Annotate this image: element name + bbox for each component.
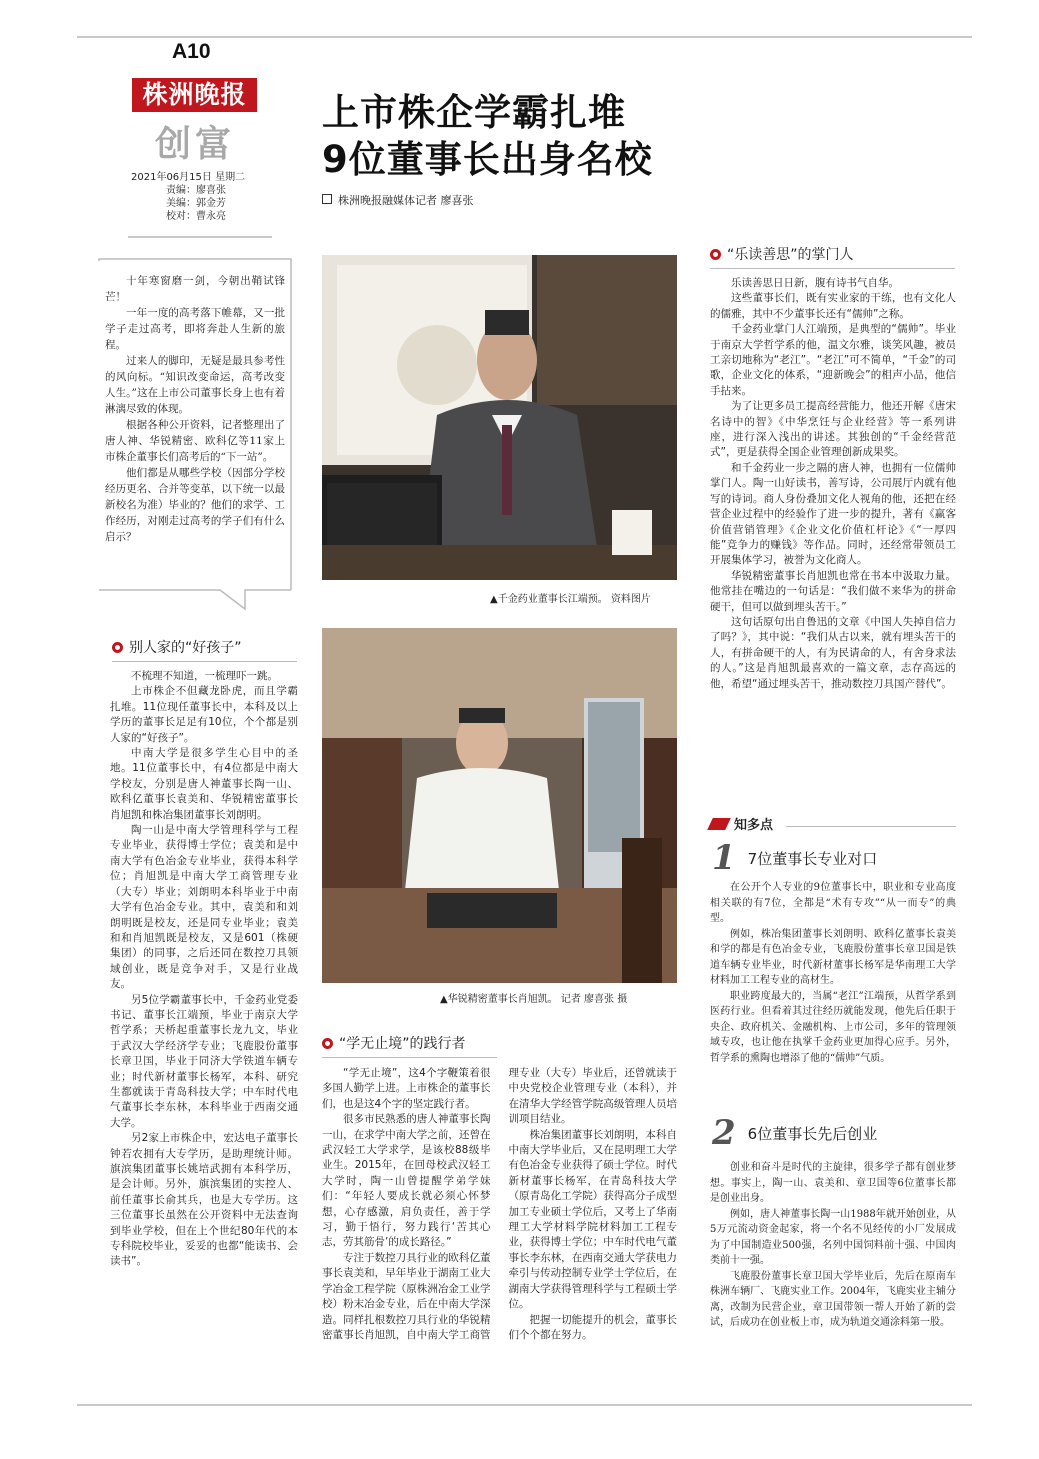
photo-chairman-jiang <box>322 255 677 580</box>
top-rule <box>77 36 972 38</box>
section2-divider <box>322 1057 497 1058</box>
date-line <box>131 171 271 223</box>
photo-illustration <box>322 628 677 983</box>
intro-paragraph: 一年一度的高考落下帷幕，又一批学子走过高考，即将奔赴人生新的旅程。 <box>105 307 285 351</box>
body-paragraph: 中南大学是很多学生心目中的圣地。11位董事长中，有4位都是中南大学校友，分别是唐人神董事长陶一山、欧科亿董事长袁美和、华锐精密董事长肖旭凯和株冶集团董事长刘朗明。 <box>110 747 298 821</box>
photo-chairman-xiao <box>322 628 677 983</box>
byline <box>322 192 474 208</box>
body-paragraph: 陶一山是中南大学管理科学与工程专业毕业，获得博士学位；袁美和是中南大学有色冶金专业毕业，获得本科学位；肖旭凯是中南大学工商管理专业（大专）毕业；刘朗明本科毕业于中南大学有色冶金专业。其中，袁美和和刘朗明既是校友，还是同专业毕业；袁美和和肖旭凯既是校友，又是601（株硬集团）的同事，之后还同在数控刀具领域创业，既是竞争对手，又是行业战友。 <box>110 824 298 991</box>
body-paragraph: 乐读善思日日新，腹有诗书气自华。 <box>731 277 899 289</box>
intro-text <box>105 273 285 545</box>
knowledge-paragraph: 飞鹿股份董事长章卫国大学毕业后，先后在原南车株洲车辆厂、飞鹿实业工作。2004年，飞鹿实业主辅分离，改制为民营企业，章卫国带领一帮人开始了新的尝试，后成功在创业板上市，成为轨道交通涂料第一股。 <box>710 1270 956 1328</box>
knowledge-item-1-body <box>710 880 956 1066</box>
body-paragraph: 千金药业掌门人江端预，是典型的“儒帅”。毕业于南京大学哲学系的他，温文尔雅，谈笑风趣，被员工亲切地称为“老江”。“老江”可不简单，“千金”的司歌，企业文化的体系，“迎新晚会”的相声小品，他信手拈来。 <box>710 323 956 397</box>
body-paragraph: 把握一切能提升的机会，董事长们个个都在努力。 <box>508 1313 677 1341</box>
body-paragraph: 很多市民熟悉的唐人神董事长陶一山，在求学中南大学之前，还曾在武汉轻工大学求学，是该校88级毕业生。2015年，在回母校武汉轻工大学时，陶一山曾提醒学弟学妹们：“年轻人要成长就必须心怀梦想，心存感激，肩负责任，善于学习，勤于悟行，努力践行‘苦其心志，劳其筋骨’的成长路径。” <box>322 1113 491 1249</box>
section3-heading <box>710 244 854 264</box>
knowledge-number-1: 1 <box>712 838 736 878</box>
body-paragraph: 专注于数控刀具行业的欧科亿董事长袁美和，早年毕业于湖南工业大学冶金工程学院（原株洲冶金工业学校）粉末冶金专业，后在中南大学深造。同样扎根数控刀具行业的华锐精密董事长肖旭凯，自中南大学工商管理专业（大专）毕业后，还曾就读于中央党校企业管理专业（本科），并在清华大学经管学院高级管理人员培训项目结业。 <box>322 1067 677 1341</box>
knowledge-number-2: 2 <box>712 1113 736 1153</box>
section1-heading <box>112 637 242 657</box>
photo1-caption: ▲千金药业董事长江端预。 资料图片 <box>490 594 651 605</box>
body-paragraph: 和千金药业一步之隔的唐人神，也拥有一位儒帅掌门人。陶一山好读书，善写诗，公司展厅内就有他写的诗词。商人身份叠加文化人视角的他，还把在经营企业过程中的经验作了进一步的提升，著有《赢客价值营销管理》《企业文化价值杠杆论》《“一厚四能”竞争力的赚钱》等作品。同时，还经常带领员工开展集体学习，被誉为文化商人。 <box>710 461 956 567</box>
body-paragraph: 这些董事长们，既有实业家的干练，也有文化人的儒雅，其中不少董事长还有“儒帅”之称。 <box>710 292 956 320</box>
knowledge-paragraph: 职业跨度最大的，当属“老江”江端预，从哲学系到医药行业。但看着其过往经历就能发现，他先后任职于央企、政府机关、金融机构、上市公司，多年的管理领域专攻，也让他在执掌千金药业更加得心应手。另外，哲学系的熏陶也增添了他的“儒帅”气质。 <box>710 990 956 1064</box>
intro-paragraph: 根据各种公开资料，记者整理出了唐人神、华锐精密、欧科亿等11家上市株企董事长们高考后的“下一站”。 <box>105 419 285 463</box>
designer-text: 美编：郭金芳 <box>166 198 226 209</box>
photo-illustration <box>322 255 677 580</box>
photo2-caption: ▲华锐精密董事长肖旭凯。 记者 廖喜张 摄 <box>440 994 628 1005</box>
knowledge-paragraph: 创业和奋斗是时代的主旋律，很多学子都有创业梦想。事实上，陶一山、袁美和、章卫国等6位董事长都是创业出身。 <box>710 1162 956 1204</box>
section3-title: “乐读善思”的掌门人 <box>727 247 854 263</box>
knowledge-paragraph: 在公开个人专业的9位董事长中，职业和专业高度相关联的有7位，全都是“术有专攻”“从一而专”的典型。 <box>710 882 956 924</box>
byline-box-icon <box>322 194 332 204</box>
proofreader-text: 校对：曹永亮 <box>166 211 226 222</box>
knowledge-item-1-heading <box>712 838 877 878</box>
section2-title: “学无止境”的践行者 <box>339 1036 466 1052</box>
section1-body <box>110 669 298 1270</box>
pen-icon <box>707 818 731 830</box>
header-divider <box>128 236 272 238</box>
section-bullet-icon <box>112 642 123 653</box>
body-paragraph: 另2家上市株企中，宏达电子董事长钟若农拥有大专学历，是助理统计师。旗滨集团董事长姚培武拥有本科学历，是会计师。另外，旗滨集团的实控人、前任董事长俞其兵，也是大专学历。这三位董事长虽然在公开资料中无法查询到毕业学校，但在上个世纪80年代的本专科院校毕业，妥妥的也都“能读书、会读书”。 <box>110 1132 298 1268</box>
body-paragraph: 不梳理不知道，一梳理吓一跳。 <box>131 670 278 682</box>
page-number: A10 <box>172 40 211 63</box>
headline-line-2: 9位董事长出身名校 <box>322 138 653 181</box>
knowledge-title-1: 7位董事长专业对口 <box>747 849 878 868</box>
body-paragraph: 华锐精密董事长肖旭凯也常在书本中汲取力量。他常挂在嘴边的一句话是：“我们做不来华为的拼命硬干，但可以做到埋头苦干。” <box>710 569 956 613</box>
intro-paragraph: 他们都是从哪些学校（因部分学校经历更名、合并等变革，以下统一以最新校名为准）毕业的？他们的求学、工作经历，对刚走过高考的学子们有什么启示？ <box>105 467 285 543</box>
knowledge-item-2-heading <box>712 1113 877 1153</box>
body-paragraph: 株冶集团董事长刘朗明，本科自中南大学毕业后，又在昆明理工大学有色冶金专业获得了硕士学位。时代新材董事长杨军，在青岛科技大学（原青岛化工学院）获得高分子成型加工专业硕士学位后，又考上了华南理工大学材料学院材料加工工程专业，获得博士学位；中车时代电气董事长李东林，在西南交通大学获电力牵引与传动控制专业学士学位后，在湖南大学获得管理科学与工程硕士学位。 <box>508 1128 677 1311</box>
body-paragraph: 上市株企不但藏龙卧虎，而且学霸扎堆。11位现任董事长中，本科及以上学历的董事长足足有10位，个个都是别人家的“好孩子”。 <box>110 685 298 744</box>
section1-divider <box>112 661 297 662</box>
knowledge-paragraph: 例如，株冶集团董事长刘朗明、欧科亿董事长袁美和学的都是有色冶金专业，飞鹿股份董事长章卫国是铁道车辆专业毕业，时代新材董事长杨军是华南理工大学材料加工工程专业的高材生。 <box>710 928 956 986</box>
knowledge-label: 知多点 <box>734 818 774 833</box>
section2-body <box>322 1066 677 1396</box>
knowledge-header <box>710 814 773 833</box>
knowledge-paragraph: 例如，唐人神董事长陶一山1988年就开始创业，从5万元流动资金起家，将一个名不见经传的小厂发展成为了中国制造业500强，名列中国饲料前十强、中国肉类前十一强。 <box>710 1208 956 1266</box>
knowledge-title-2: 6位董事长先后创业 <box>747 1124 878 1143</box>
knowledge-item-2-body <box>710 1160 956 1331</box>
section3-divider <box>710 268 955 269</box>
section-name: 创富 <box>155 123 236 165</box>
section3-body <box>710 276 956 692</box>
editor-text: 责编：廖喜张 <box>166 185 226 196</box>
section2-heading <box>322 1033 466 1053</box>
body-paragraph: “学无止境”，这4个字鞭策着很多国人勤学上进。上市株企的董事长们，也是这4个字的坚定践行者。 <box>322 1067 491 1110</box>
body-paragraph: 这句话原句出自鲁迅的文章《中国人失掉自信力了吗？》，其中说：“我们从古以来，就有埋头苦干的人，有拼命硬干的人，有为民请命的人，有舍身求法的人。”这是肖旭凯最喜欢的一篇文章，志存高远的他，希望“通过埋头苦干，推动数控刀具国产替代”。 <box>710 615 956 690</box>
intro-paragraph: 十年寒窗磨一剑，今朝出鞘试锋芒！ <box>105 275 285 303</box>
knowledge-divider <box>786 826 956 827</box>
date-text: 2021年06月15日 星期二 <box>131 172 246 183</box>
body-paragraph: 为了让更多员工提高经营能力，他还开解《唐宋名诗中的智》《中华烹饪与企业经营》等一系列讲座，进行深入浅出的讲述。其独创的“千金经营范式”，更是获得全国企业管理创新成果奖。 <box>710 400 956 459</box>
headline-line-1: 上市株企学霸扎堆 <box>322 91 626 134</box>
section1-title: 别人家的“好孩子” <box>129 640 242 656</box>
intro-paragraph: 过来人的脚印，无疑是最具参考性的风向标。“知识改变命运，高考改变人生。”这在上市公司董事长身上也有着淋漓尽致的体现。 <box>105 355 285 415</box>
section-bullet-icon <box>710 249 721 260</box>
bottom-rule <box>77 1404 972 1406</box>
byline-text: 株洲晚报融媒体记者 廖喜张 <box>338 194 474 207</box>
masthead-logo: 株洲晚报 <box>132 78 257 112</box>
section-bullet-icon <box>322 1038 333 1049</box>
body-paragraph: 另5位学霸董事长中，千金药业党委书记、董事长江端预，毕业于南京大学哲学系；天桥起重董事长龙九文，毕业于武汉大学经济学专业；飞鹿股份董事长章卫国，毕业于同济大学铁道车辆专业；时代新材董事长杨军，本科、研究生都就读于青岛科技大学；中车时代电气董事长李东林，本科毕业于西南交通大学。 <box>110 993 298 1129</box>
